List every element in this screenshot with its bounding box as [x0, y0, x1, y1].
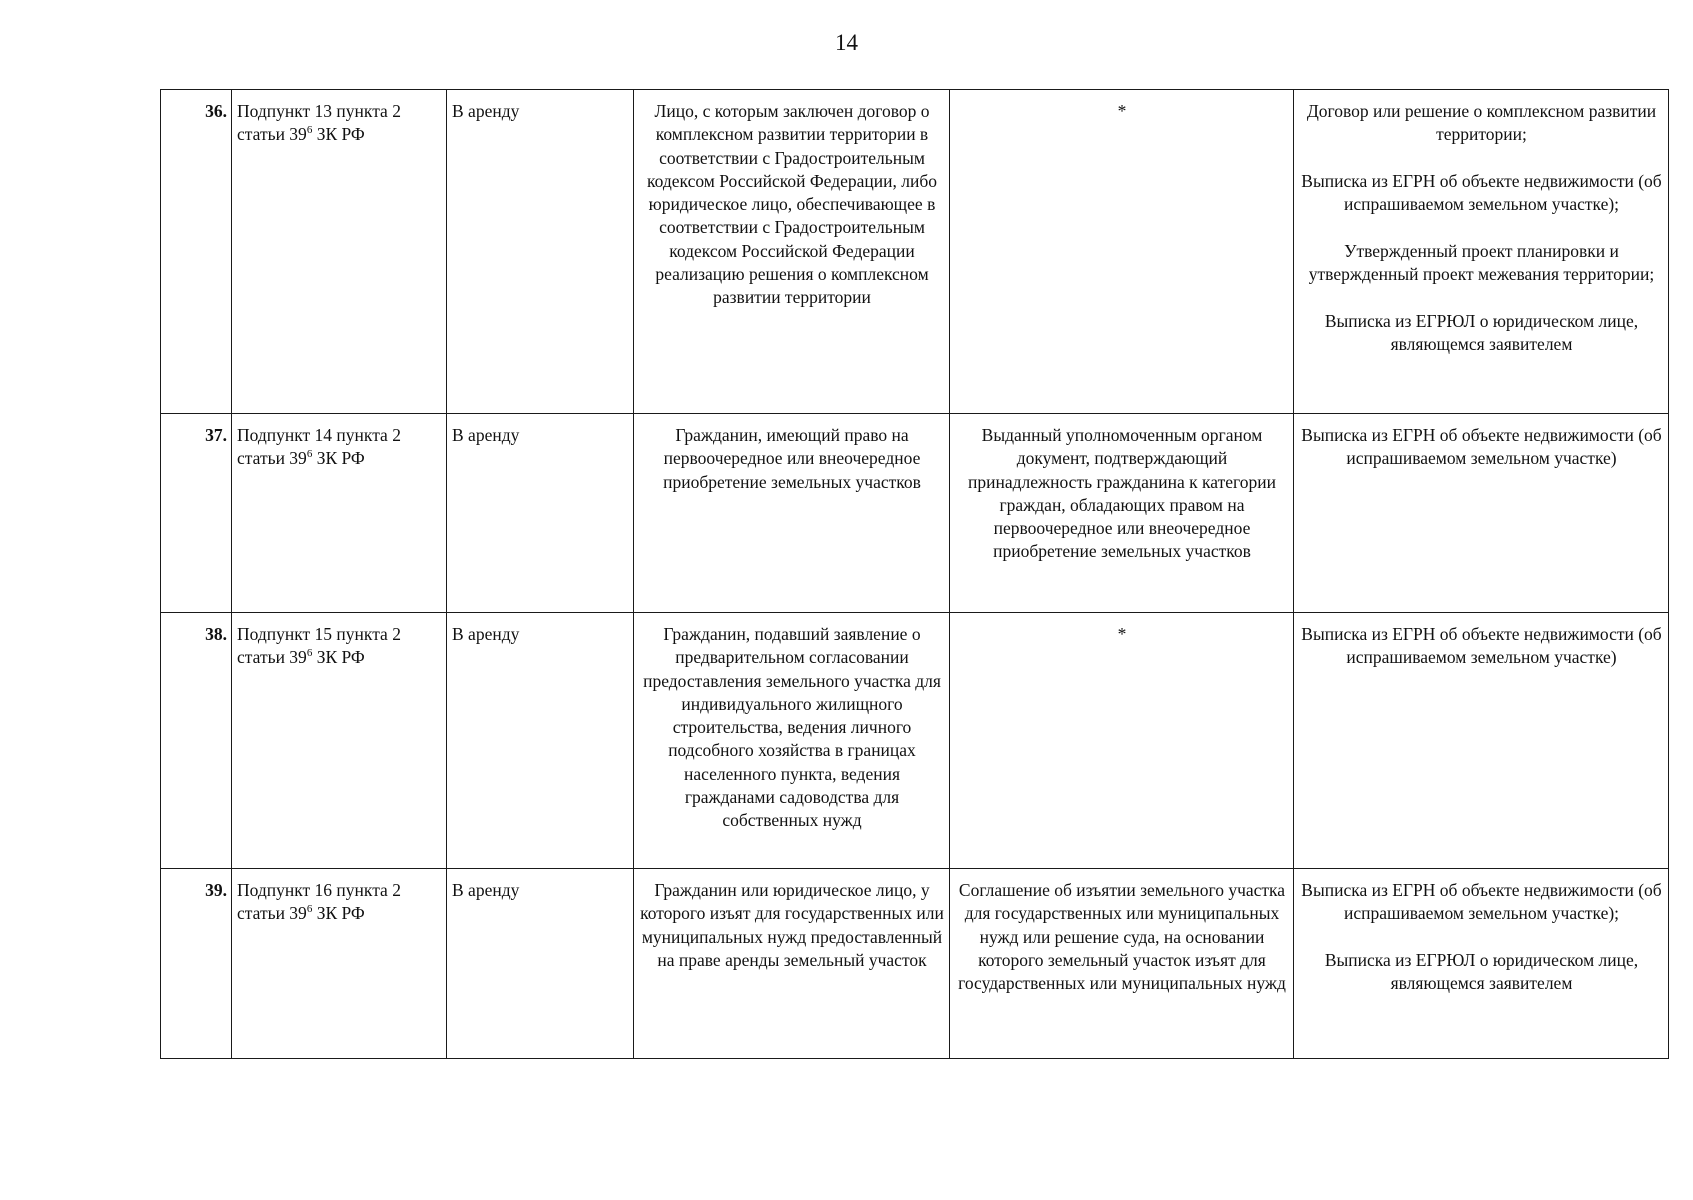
- requested-documents-cell: [1294, 90, 1669, 414]
- table-row: [161, 613, 1669, 869]
- page-number: 14: [835, 30, 858, 55]
- requested-document: Выписка из ЕГРН об объекте недвижимости (об испрашиваемом земельном участке): [1301, 624, 1662, 668]
- requested-document: Выписка из ЕГРЮЛ о юридическом лице, являющемся заявителем: [1324, 949, 1639, 994]
- provision-type-cell: [447, 414, 634, 613]
- applicant-documents-cell: [950, 414, 1294, 613]
- provision-type: В аренду: [452, 425, 520, 445]
- row-number: 36.: [205, 101, 227, 121]
- legal-basis-superscript: 6: [306, 647, 313, 660]
- table-row: [161, 869, 1669, 1059]
- legal-basis-cell: [232, 414, 447, 613]
- row-number: 38.: [205, 624, 227, 644]
- legal-basis-cell: [232, 90, 447, 414]
- requested-document: Утвержденный проект планировки и утвержденный проект межевания территории;: [1308, 240, 1655, 285]
- row-number-cell: [161, 869, 232, 1059]
- provision-type-cell: [447, 869, 634, 1059]
- table-row: [161, 90, 1669, 414]
- applicant-cell: [634, 90, 950, 414]
- applicant-cell: [634, 869, 950, 1059]
- applicant-document: Соглашение об изъятии земельного участка для государственных или муниципальных нужд или решение суда, на основании которого земельный участок изъят для государственных или муниципальных нужд: [958, 880, 1286, 994]
- legal-basis-superscript: 6: [306, 448, 313, 461]
- requested-document: Выписка из ЕГРН об объекте недвижимости (об испрашиваемом земельном участке);: [1301, 170, 1662, 215]
- applicant-document: Выданный уполномоченным органом документ, подтверждающий принадлежность гражданина к категории граждан, обладающих правом на первоочередное или внеочередное приобретение земельных участков: [968, 425, 1276, 562]
- applicant-documents-cell: [950, 90, 1294, 414]
- legal-basis-tail: ЗК РФ: [312, 903, 365, 924]
- provision-type: В аренду: [452, 880, 520, 900]
- applicant-text: Гражданин, подавший заявление о предварительном согласовании предоставления земельного участка для индивидуального жилищного строительства, ведения личного подсобного хозяйства в границах населенного пункта, ведения гражданами садоводства для собственных нужд: [643, 624, 941, 831]
- legal-basis-text: Подпункт 16 пункта 2 статьи 39: [237, 880, 401, 924]
- requested-document: Выписка из ЕГРН об объекте недвижимости (об испрашиваемом земельном участке): [1301, 425, 1662, 469]
- requested-document: Выписка из ЕГРН об объекте недвижимости (об испрашиваемом земельном участке);: [1301, 880, 1662, 924]
- applicant-cell: [634, 613, 950, 869]
- row-number: 39.: [205, 880, 227, 900]
- legal-basis-tail: ЗК РФ: [312, 448, 365, 469]
- applicant-documents-cell: [950, 613, 1294, 869]
- row-number: 37.: [205, 425, 227, 445]
- row-number-cell: [161, 414, 232, 613]
- provision-type-cell: [447, 90, 634, 414]
- table-row: [161, 414, 1669, 613]
- legal-basis-text: Подпункт 13 пункта 2 статьи 39: [237, 101, 401, 145]
- row-number-cell: [161, 90, 232, 414]
- legal-basis-superscript: 6: [306, 124, 313, 137]
- land-provision-table: [160, 89, 1669, 1059]
- legal-basis-text: Подпункт 14 пункта 2 статьи 39: [237, 425, 401, 469]
- applicant-cell: [634, 414, 950, 613]
- requested-documents-cell: [1294, 613, 1669, 869]
- requested-document: Договор или решение о комплексном развитии территории;: [1306, 101, 1657, 145]
- applicant-text: Лицо, с которым заключен договор о комплексном развитии территории в соответствии с Градостроительным кодексом Российской Федерации, либо юридическое лицо, обеспечивающее в соответствии с Градостроительным кодексом Российской Федерации реализацию решения о комплексном развитии территории: [647, 101, 937, 308]
- legal-basis-tail: ЗК РФ: [312, 647, 365, 668]
- legal-basis-superscript: 6: [306, 903, 313, 916]
- legal-basis-text: Подпункт 15 пункта 2 статьи 39: [237, 624, 401, 668]
- applicant-text: Гражданин, имеющий право на первоочередное или внеочередное приобретение земельных участков: [663, 425, 921, 492]
- applicant-document: *: [1117, 624, 1127, 644]
- requested-documents-cell: [1294, 869, 1669, 1059]
- legal-basis-cell: [232, 869, 447, 1059]
- requested-document: Выписка из ЕГРЮЛ о юридическом лице, являющемся заявителем: [1324, 310, 1639, 354]
- provision-type: В аренду: [452, 101, 520, 121]
- applicant-document: *: [1117, 101, 1127, 121]
- requested-documents-cell: [1294, 414, 1669, 613]
- legal-basis-cell: [232, 613, 447, 869]
- legal-basis-tail: ЗК РФ: [312, 124, 365, 145]
- provision-type: В аренду: [452, 624, 520, 644]
- applicant-documents-cell: [950, 869, 1294, 1059]
- provision-type-cell: [447, 613, 634, 869]
- applicant-text: Гражданин или юридическое лицо, у которого изъят для государственных или муниципальных нужд предоставленный на праве аренды земельный участок: [640, 880, 944, 970]
- row-number-cell: [161, 613, 232, 869]
